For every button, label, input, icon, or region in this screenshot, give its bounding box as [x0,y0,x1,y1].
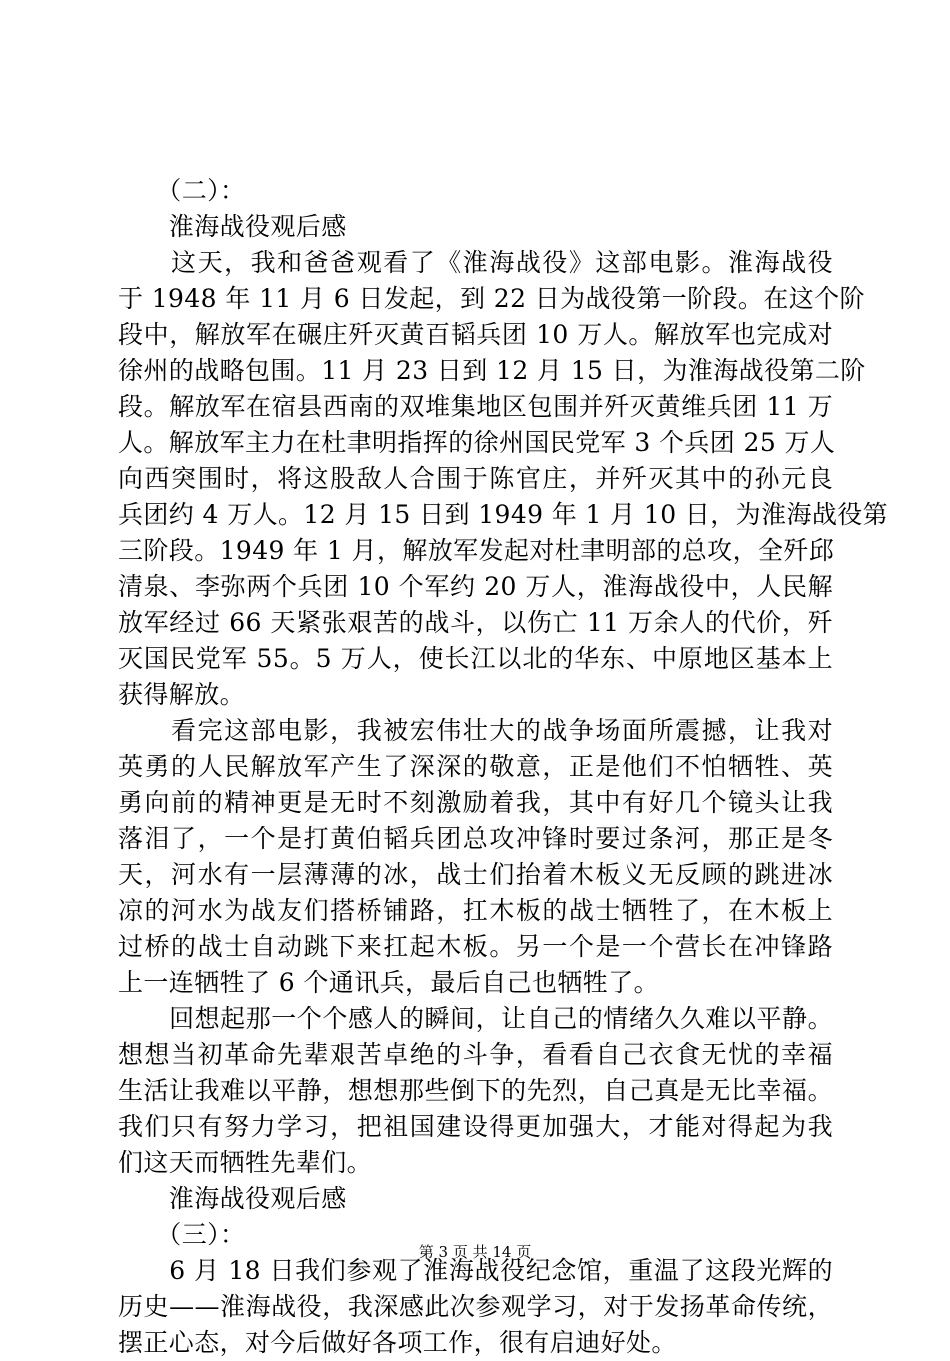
text-line: 天，河水有一层薄薄的冰，战士们抬着木板义无反顾的跳进冰 [118,860,833,889]
text-line: 三阶段。1949 年 1 月，解放军发起对杜聿明部的总攻，全歼邱 [118,536,835,565]
text-line: 灭国民党军 55。5 万人，使长江以北的华东、中原地区基本上 [118,644,833,673]
text-line: 英勇的人民解放军产生了深深的敬意，正是他们不怕牺牲、英 [118,752,833,781]
page-number-footer: 第 3 页 共 14 页 [418,1243,532,1261]
text-line: 看完这部电影，我被宏伟壮大的战争场面所震撼，让我对 [118,716,833,745]
text-line: 段。解放军在宿县西南的双堆集地区包围并歼灭黄维兵团 11 万 [118,392,833,421]
text-line: 勇向前的精神更是无时不刻激励着我，其中有好几个镜头让我 [118,788,833,817]
text-line: 于 1948 年 11 月 6 日发起，到 22 日为战役第一阶段。在这个阶 [118,284,865,313]
text-line: 历史——淮海战役，我深感此次参观学习，对于发扬革命传统， [118,1292,833,1321]
text-line: 生活让我难以平静，想想那些倒下的先烈，自己真是无比幸福。 [118,1076,833,1105]
section-heading: （二）： [118,176,246,205]
text-line: 我们只有努力学习，把祖国建设得更加强大，才能对得起为我 [118,1112,833,1141]
text-line: 落泪了，一个是打黄伯韬兵团总攻冲锋时要过条河，那正是冬 [118,824,833,853]
text-line: 6 月 18 日我们参观了淮海战役纪念馆，重温了这段光辉的 [118,1256,833,1285]
document-body [118,173,889,1361]
text-line: 放军经过 66 天紧张艰苦的战斗，以伤亡 11 万余人的代价，歼 [118,608,833,637]
text-line: 想想当初革命先辈艰苦卓绝的斗争，看看自己衣食无忧的幸福 [118,1040,833,1069]
text-line: 们这天而牺牲先辈们。 [118,1148,373,1177]
text-line: 回想起那一个个感人的瞬间，让自己的情绪久久难以平静。 [118,1004,833,1033]
text-line: 获得解放。 [118,680,246,709]
text-line: 凉的河水为战友们搭桥铺路，扛木板的战士牺牲了，在木板上 [118,896,833,925]
text-line: 清泉、李弥两个兵团 10 个军约 20 万人，淮海战役中，人民解 [118,572,833,601]
section-heading: （三）： [118,1220,246,1249]
text-line: 摆正心态，对今后做好各项工作，很有启迪好处。 [118,1328,677,1357]
text-line: 徐州的战略包围。11 月 23 日到 12 月 15 日，为淮海战役第二阶 [118,356,866,385]
article-title: 淮海战役观后感 [118,212,347,241]
text-line: 人。解放军主力在杜聿明指挥的徐州国民党军 3 个兵团 25 万人 [118,428,836,457]
text-line: 这天，我和爸爸观看了《淮海战役》这部电影。淮海战役 [118,248,833,277]
text-line: 过桥的战士自动跳下来扛起木板。另一个是一个营长在冲锋路 [118,932,833,961]
text-line: 向西突围时，将这股敌人合围于陈官庄，并歼灭其中的孙元良 [118,464,833,493]
article-title: 淮海战役观后感 [118,1184,347,1213]
text-line: 段中，解放军在碾庄歼灭黄百韬兵团 10 万人。解放军也完成对 [118,320,833,349]
text-line: 兵团约 4 万人。12 月 15 日到 1949 年 1 月 10 日，为淮海战役第 [118,500,889,529]
text-line: 上一连牺牲了 6 个通讯兵，最后自己也牺牲了。 [118,968,660,997]
